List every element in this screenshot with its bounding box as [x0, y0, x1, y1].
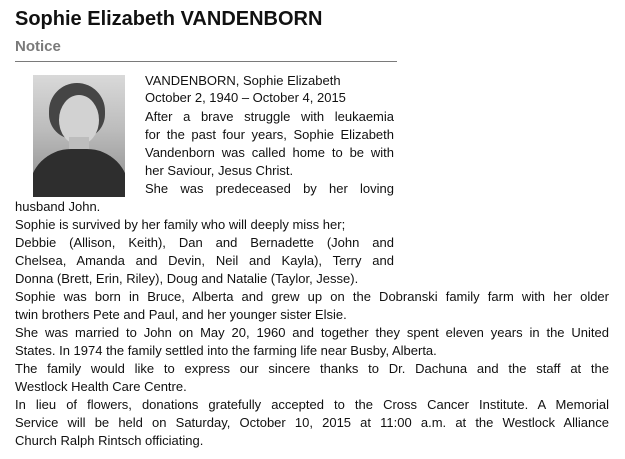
notice-line: Vandenborn was called home to be with — [145, 145, 394, 160]
notice-line: VANDENBORN, Sophie Elizabeth — [145, 73, 341, 88]
notice-line: October 2, 1940 – October 4, 2015 — [145, 90, 346, 105]
notice-line: She was predeceased by her loving — [145, 181, 394, 196]
notice-line: Chelsea, Amanda and Devin, Neil and Kayla), Terry and — [15, 253, 394, 268]
notice-line: husband John. — [15, 199, 101, 214]
notice-line: Service will be held on Saturday, October 10, 2015 at 11:00 a.m. at the Westlock Alliance — [15, 415, 609, 430]
notice-title: Sophie Elizabeth VANDENBORN — [15, 8, 323, 30]
notice-line: twin brothers Pete and Paul, and her younger sister Elsie. — [15, 307, 347, 322]
notice-line: States. In 1974 the family settled into the farming life near Busby, Alberta. — [15, 343, 437, 358]
notice-line: Church Ralph Rintsch officiating. — [15, 433, 204, 448]
notice-subtitle: Notice — [15, 38, 61, 55]
notice-line: Westlock Health Care Centre. — [15, 379, 187, 394]
notice-line: Debbie (Allison, Keith), Dan and Bernadette (John and — [15, 235, 394, 250]
notice-line: The family would like to express our sincere thanks to Dr. Dachuna and the staff at the — [15, 361, 609, 376]
notice-line: Sophie is survived by her family who will deeply miss her; — [15, 217, 346, 232]
notice-line: After a brave struggle with leukaemia — [145, 109, 394, 124]
notice-line: for the past four years, Sophie Elizabeth — [145, 127, 394, 142]
notice-line: In lieu of flowers, donations gratefully accepted to the Cross Cancer Institute. A Memorial — [15, 397, 609, 412]
notice-line: She was married to John on May 20, 1960 and together they spent eleven years in the United — [15, 325, 609, 340]
notice-line: her Saviour, Jesus Christ. — [145, 163, 294, 178]
notice-line: Donna (Brett, Erin, Riley), Doug and Natalie (Taylor, Jesse). — [15, 271, 359, 286]
notice-line: Sophie was born in Bruce, Alberta and grew up on the Dobranski family farm with her older — [15, 289, 609, 304]
